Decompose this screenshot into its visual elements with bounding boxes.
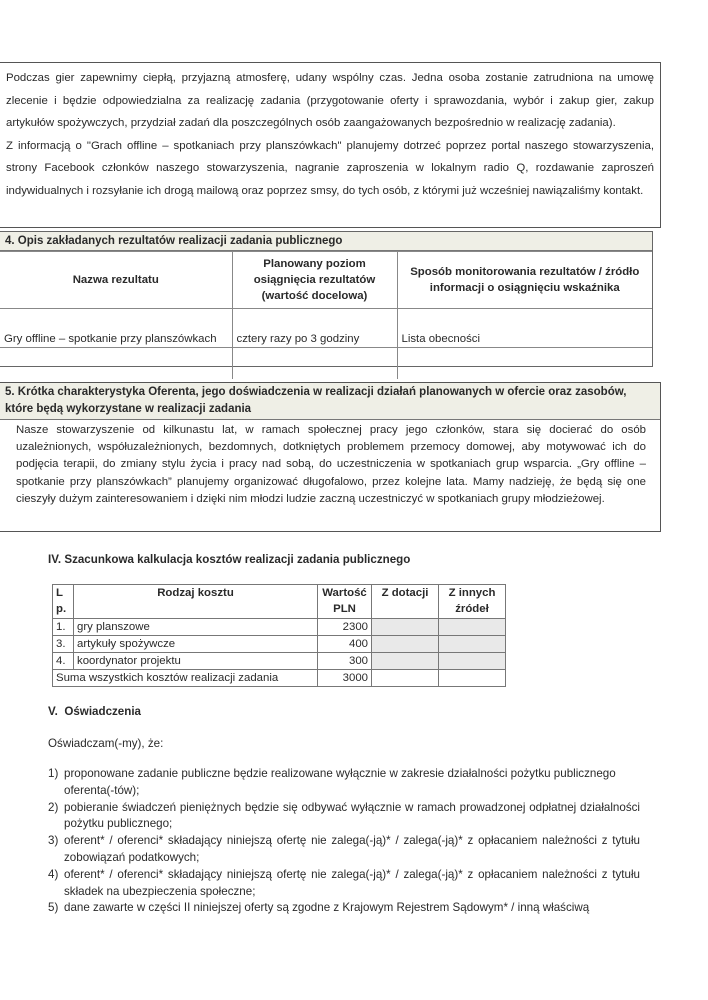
table-row [0, 309, 652, 348]
table-row [0, 348, 652, 380]
subsidy-cell [372, 653, 439, 670]
planned-level-cell [232, 348, 397, 380]
offerer-section-title: 5. Krótka charakterystyka Oferenta, jego doświadczenia w realizacji działań planowanych w ofercie oraz zasobów, które będą wykorzystane w realizacji zadania [0, 383, 660, 420]
declarations-intro: Oświadczam(-my), że: [48, 737, 164, 750]
declaration-item [48, 833, 640, 867]
column-header-result-name: Nazwa rezultatu [0, 252, 232, 309]
lp-cell: 4. [53, 653, 74, 670]
other-sources-cell [439, 636, 506, 653]
offerer-section [0, 382, 661, 532]
cost-kind-cell: gry planszowe [74, 619, 318, 636]
results-section [0, 231, 653, 367]
lp-cell: 1. [53, 619, 74, 636]
declaration-text: oferent* / oferenci* składający niniejszą ofertę nie zalega(-ją)* / zalega(-ją)* z opłacaniem należności z tytułu zobowiązań podatkowych; [64, 834, 640, 864]
column-header-cost-kind: Rodzaj kosztu [74, 585, 318, 619]
declaration-number: 2) [48, 800, 59, 814]
monitoring-cell: Lista obecności [397, 309, 652, 348]
cost-section-title: IV. Szacunkowa kalkulacja kosztów realizacji zadania publicznego [48, 553, 411, 566]
declaration-number: 1) [48, 767, 59, 780]
total-row [53, 670, 506, 687]
column-header-lp: L p. [53, 585, 74, 619]
declaration-number: 5) [48, 901, 59, 915]
results-table-header [0, 252, 652, 309]
other-sources-cell [439, 619, 506, 636]
column-header-monitoring: Sposób monitorowania rezultatów / źródło informacji o osiągnięciu wskaźnika [397, 252, 652, 309]
declaration-item [48, 900, 640, 917]
subsidy-cell [372, 636, 439, 653]
declaration-item [48, 867, 640, 901]
description-paragraph: Podczas gier zapewnimy ciepłą, przyjazną atmosferę, udany wspólny czas. Jedna osoba zostanie zatrudniona na umowę zlecenie i będzie odpowiedzialna za realizację zadania (przygotowanie oferty i sprawozdania, wybór i zakup gier, zakup artykułów spożywczych, przydział zadań dla poszczególnych osób zaangażowanych bezpośrednio w realizację zadania). [6, 72, 654, 130]
result-name-cell [0, 348, 232, 380]
column-header-value: Wartość PLN [318, 585, 372, 619]
table-row [53, 653, 506, 670]
task-description-box [0, 62, 661, 228]
other-sources-cell [439, 653, 506, 670]
results-table [0, 251, 652, 379]
column-header-other-sources: Z innych źródeł [439, 585, 506, 619]
total-other-sources-cell [439, 670, 506, 687]
result-name-cell: Gry offline – spotkanie przy planszówkach [0, 309, 232, 348]
declaration-text: oferent* / oferenci* składający niniejszą ofertę nie zalega(-ją)* / zalega(-ją)* z opłacaniem należności z tytułu składek na ubezpieczenia społeczne; [64, 867, 640, 898]
total-subsidy-cell [372, 670, 439, 687]
subsidy-cell [372, 619, 439, 636]
total-value: 3000 [318, 670, 372, 687]
results-section-title: 4. Opis zakładanych rezultatów realizacji zadania publicznego [0, 232, 652, 251]
lp-cell: 3. [53, 636, 74, 653]
declaration-number: 4) [48, 867, 59, 881]
monitoring-cell [397, 348, 652, 380]
declarations-list [48, 766, 640, 917]
cost-table [52, 584, 506, 687]
table-row [53, 619, 506, 636]
declaration-item [48, 800, 640, 834]
total-label: Suma wszystkich kosztów realizacji zadania [53, 670, 318, 687]
value-cell: 300 [318, 653, 372, 670]
offerer-description: Nasze stowarzyszenie od kilkunastu lat, w ramach społecznej pracy jego członków, stara się docierać do osób uzależnionych, współuzależnionych, bezdomnych, dotkniętych problemem przemocy domowej, aby motywować ich do podjęcia terapii, do zmiany stylu życia i pracy nad sobą, do uczestniczenia w spotkaniach grup wsparcia. „Gry offline – spotkanie przy planszówkach” planujemy organizować długofalowo, przez kolejne lata. Mamy nadzieję, że będą się one cieszyły dużym zainteresowaniem i dzięki nim młodzi ludzie zaczną uczestniczyć w spotkaniach grupy młodzieżowej. [16, 424, 646, 505]
planned-level-cell: cztery razy po 3 godziny [232, 309, 397, 348]
value-cell: 2300 [318, 619, 372, 636]
declaration-item [48, 766, 640, 800]
column-header-planned-level: Planowany poziom osiągnięcia rezultatów (wartość docelowa) [232, 252, 397, 309]
declaration-number: 3) [48, 834, 59, 848]
value-cell: 400 [318, 636, 372, 653]
table-row [53, 636, 506, 653]
declarations-title: V. Oświadczenia [48, 705, 142, 718]
declaration-text: pobieranie świadczeń pieniężnych będzie się odbywać wyłącznie w ramach prowadzonej odpłatnej działalności pożytku publicznego; [64, 800, 640, 831]
declaration-text: dane zawarte w części II niniejszej oferty są zgodne z Krajowym Rejestrem Sądowym* / inną właściwą [64, 901, 590, 915]
cost-kind-cell: artykuły spożywcze [74, 636, 318, 653]
promotion-paragraph: Z informacją o "Grach offline – spotkaniach przy planszówkach" planujemy dotrzeć poprzez portal naszego stowarzyszenia, strony Facebook członków naszego stowarzyszenia, nagranie zaproszenia w lokalnym radio Q, rozdawanie zaproszeń indywidualnych i rozsyłanie ich drogą mailową oraz poprzez smsy, do tych osób, z którymi już wcześniej nawiązaliśmy kontakt. [6, 139, 654, 197]
cost-table-header [53, 585, 506, 619]
declaration-text: proponowane zadanie publiczne będzie realizowane wyłącznie w zakresie działalności pożytku publicznego oferenta(-tów); [64, 767, 616, 797]
cost-kind-cell: koordynator projektu [74, 653, 318, 670]
column-header-subsidy: Z dotacji [372, 585, 439, 619]
